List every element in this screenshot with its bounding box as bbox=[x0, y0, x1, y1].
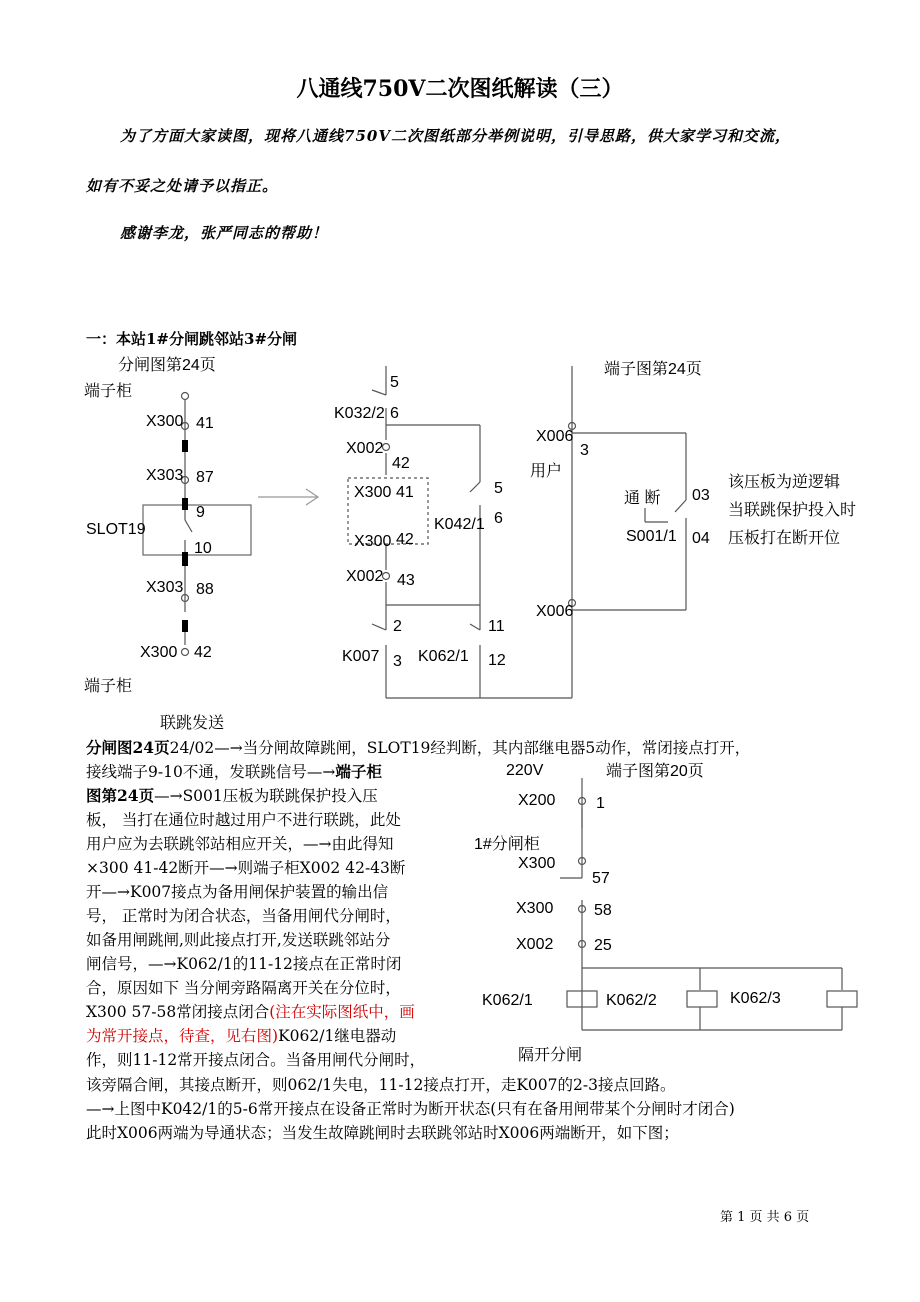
label-3-a: 3 bbox=[393, 653, 402, 670]
body-p2-l12b: K062/1继电器动 bbox=[278, 1027, 397, 1045]
label-04: 04 bbox=[692, 530, 710, 547]
body-paragraph-1 bbox=[86, 736, 750, 760]
label-slot19: SLOT19 bbox=[86, 521, 146, 538]
label-x300-58: X300 bbox=[516, 900, 554, 917]
label-k007: K007 bbox=[342, 648, 380, 665]
terminal-cabinet-bottom: 端子柜 bbox=[84, 678, 133, 695]
label-10: 10 bbox=[194, 540, 212, 557]
label-k062: K062/1 bbox=[418, 648, 469, 665]
body-p2-l9: 闸信号，—→K062/1的11-12接点在正常时闭 bbox=[86, 955, 402, 973]
label-k042: K042/1 bbox=[434, 516, 485, 533]
label-58: 58 bbox=[594, 902, 612, 919]
label-x002-a: X002 bbox=[346, 440, 384, 457]
label-x300-a: X300 bbox=[146, 413, 184, 430]
label-x300-d: X300 bbox=[354, 533, 392, 550]
terminal-node bbox=[182, 393, 189, 400]
body-p2-l6: 开—→K007接点为备用闸保护装置的输出信 bbox=[86, 883, 389, 901]
label-5-b: 5 bbox=[494, 480, 503, 497]
label-6-a: 6 bbox=[390, 405, 399, 422]
label-x300-c: X300 bbox=[354, 484, 392, 501]
label-43: 43 bbox=[397, 572, 415, 589]
intro-thanks: 感谢李龙，张严同志的帮助！ bbox=[120, 224, 329, 242]
label-1: 1 bbox=[596, 795, 605, 812]
note-line-1: 该压板为逆逻辑 bbox=[728, 474, 841, 491]
label-on-off: 通 断 bbox=[624, 490, 661, 507]
label-x002: X002 bbox=[516, 936, 554, 953]
label-42-c: 42 bbox=[396, 531, 414, 548]
body-paragraph-2 bbox=[86, 760, 478, 1072]
label-x303-a: X303 bbox=[146, 467, 184, 484]
body-paragraph-3: 该旁隔合闸，其接点断开，则062/1失电，11-12接点打开，走K007的2-3接点回路。 bbox=[86, 1076, 676, 1094]
terminal-cabinet-top: 端子柜 bbox=[84, 383, 133, 400]
right-diagram-title: 端子图第24页 bbox=[604, 361, 702, 378]
label-25: 25 bbox=[594, 937, 612, 954]
intro-line-2: 如有不妥之处请予以指正。 bbox=[86, 177, 279, 195]
label-5-a: 5 bbox=[390, 374, 399, 391]
diagram2-title: 端子图第20页 bbox=[606, 763, 704, 780]
body-p2-l13: 作，则11-12常开接点闭合。当备用闸代分闸时， bbox=[86, 1051, 426, 1069]
label-57: 57 bbox=[592, 870, 610, 887]
label-x300-57: X300 bbox=[518, 855, 556, 872]
body-p2-l2b: —→S001压板为联跳保护投入压 bbox=[154, 787, 378, 805]
body-p2-l11b: (注在实际图纸中，画 bbox=[269, 1003, 415, 1021]
bottom-caption: 联跳发送 bbox=[160, 715, 225, 732]
body-p2-l7: 号， 正常时为闭合状态，当备用闸代分闸时， bbox=[86, 907, 401, 925]
label-k032: K032/2 bbox=[334, 405, 385, 422]
label-x303-b: X303 bbox=[146, 579, 184, 596]
label-k062-1: K062/1 bbox=[482, 992, 533, 1009]
label-3-b: 3 bbox=[580, 442, 589, 459]
label-s001: S001/1 bbox=[626, 528, 677, 545]
label-x300-b: X300 bbox=[140, 644, 178, 661]
body-p2-l11a: X300 57-58常闭接点闭合 bbox=[86, 1003, 270, 1021]
page-footer: 第 1 页 共 6 页 bbox=[720, 1210, 810, 1225]
intro-line-1: 为了方面大家读图，现将八通线750V二次图纸部分举例说明，引导思路，供大家学习和交流， bbox=[120, 127, 791, 145]
label-87: 87 bbox=[196, 469, 214, 486]
note-line-3: 压板打在断开位 bbox=[728, 530, 841, 547]
body-p2-l1a: 接线端子9-10不通，发联跳信号—→ bbox=[86, 763, 336, 781]
body-p2-l5: ×300 41-42断开—→则端子柜X002 42-43断 bbox=[86, 859, 406, 877]
label-03: 03 bbox=[692, 487, 710, 504]
label-11: 11 bbox=[488, 618, 505, 635]
page-title: 八通线750V二次图纸解读（三） bbox=[296, 76, 624, 102]
body-p2-l2a: 图第24页 bbox=[86, 786, 155, 805]
body-p2-l3: 板， 当打在通位时越过用户不进行联跳，此处 bbox=[86, 811, 401, 829]
label-k062-2: K062/2 bbox=[606, 992, 657, 1009]
body-p2-l4: 用户应为去联跳邻站相应开关，—→由此得知 bbox=[86, 835, 394, 853]
terminal-node bbox=[182, 649, 189, 656]
label-220v: 220V bbox=[506, 762, 544, 779]
body-p2-l10: 合，原因如下 当分闸旁路隔离开关在分位时， bbox=[86, 979, 401, 997]
label-41-b: 41 bbox=[396, 484, 414, 501]
section-heading: 一：本站1#分闸跳邻站3#分闸 bbox=[86, 330, 298, 348]
label-k062-3: K062/3 bbox=[730, 990, 781, 1007]
body-p2-l1b: 端子柜 bbox=[335, 762, 382, 781]
left-diagram-title: 分闸图第24页 bbox=[118, 357, 216, 374]
note-line-2: 当联跳保护投入时 bbox=[728, 502, 857, 519]
label-x200: X200 bbox=[518, 792, 556, 809]
body-paragraph-4: —→上图中K042/1的5-6常开接点在设备正常时为断开状态(只有在备用闸带某个分闸时才闭合) bbox=[86, 1100, 735, 1118]
label-x006-a: X006 bbox=[536, 428, 574, 445]
label-42-a: 42 bbox=[194, 644, 212, 661]
label-2: 2 bbox=[393, 618, 402, 635]
body-paragraph-5: 此时X006两端为导通状态；当发生故障跳闸时去联跳邻站时X006两端断开，如下图； bbox=[86, 1124, 679, 1142]
label-42-b: 42 bbox=[392, 455, 410, 472]
label-41-a: 41 bbox=[196, 415, 214, 432]
body-p1-text: 24/02—→当分闸故障跳闸，SLOT19经判断，其内部继电器5动作，常闭接点打开， bbox=[169, 739, 751, 757]
body-p1-bold: 分闸图24页 bbox=[86, 738, 170, 757]
label-9: 9 bbox=[196, 504, 205, 521]
label-x002-b: X002 bbox=[346, 568, 384, 585]
body-p2-l12a: 为常开接点，待查，见右图) bbox=[86, 1027, 279, 1045]
body-p2-l8: 如备用闸跳闸,则此接点打开,发送联跳邻站分 bbox=[86, 931, 391, 949]
label-88: 88 bbox=[196, 581, 214, 598]
label-12: 12 bbox=[488, 652, 506, 669]
label-6-b: 6 bbox=[494, 510, 503, 527]
label-breaker: 1#分闸柜 bbox=[474, 836, 540, 853]
label-user: 用户 bbox=[530, 463, 563, 480]
diagram2-caption: 隔开分闸 bbox=[518, 1047, 583, 1064]
label-x006-b: X006 bbox=[536, 603, 574, 620]
